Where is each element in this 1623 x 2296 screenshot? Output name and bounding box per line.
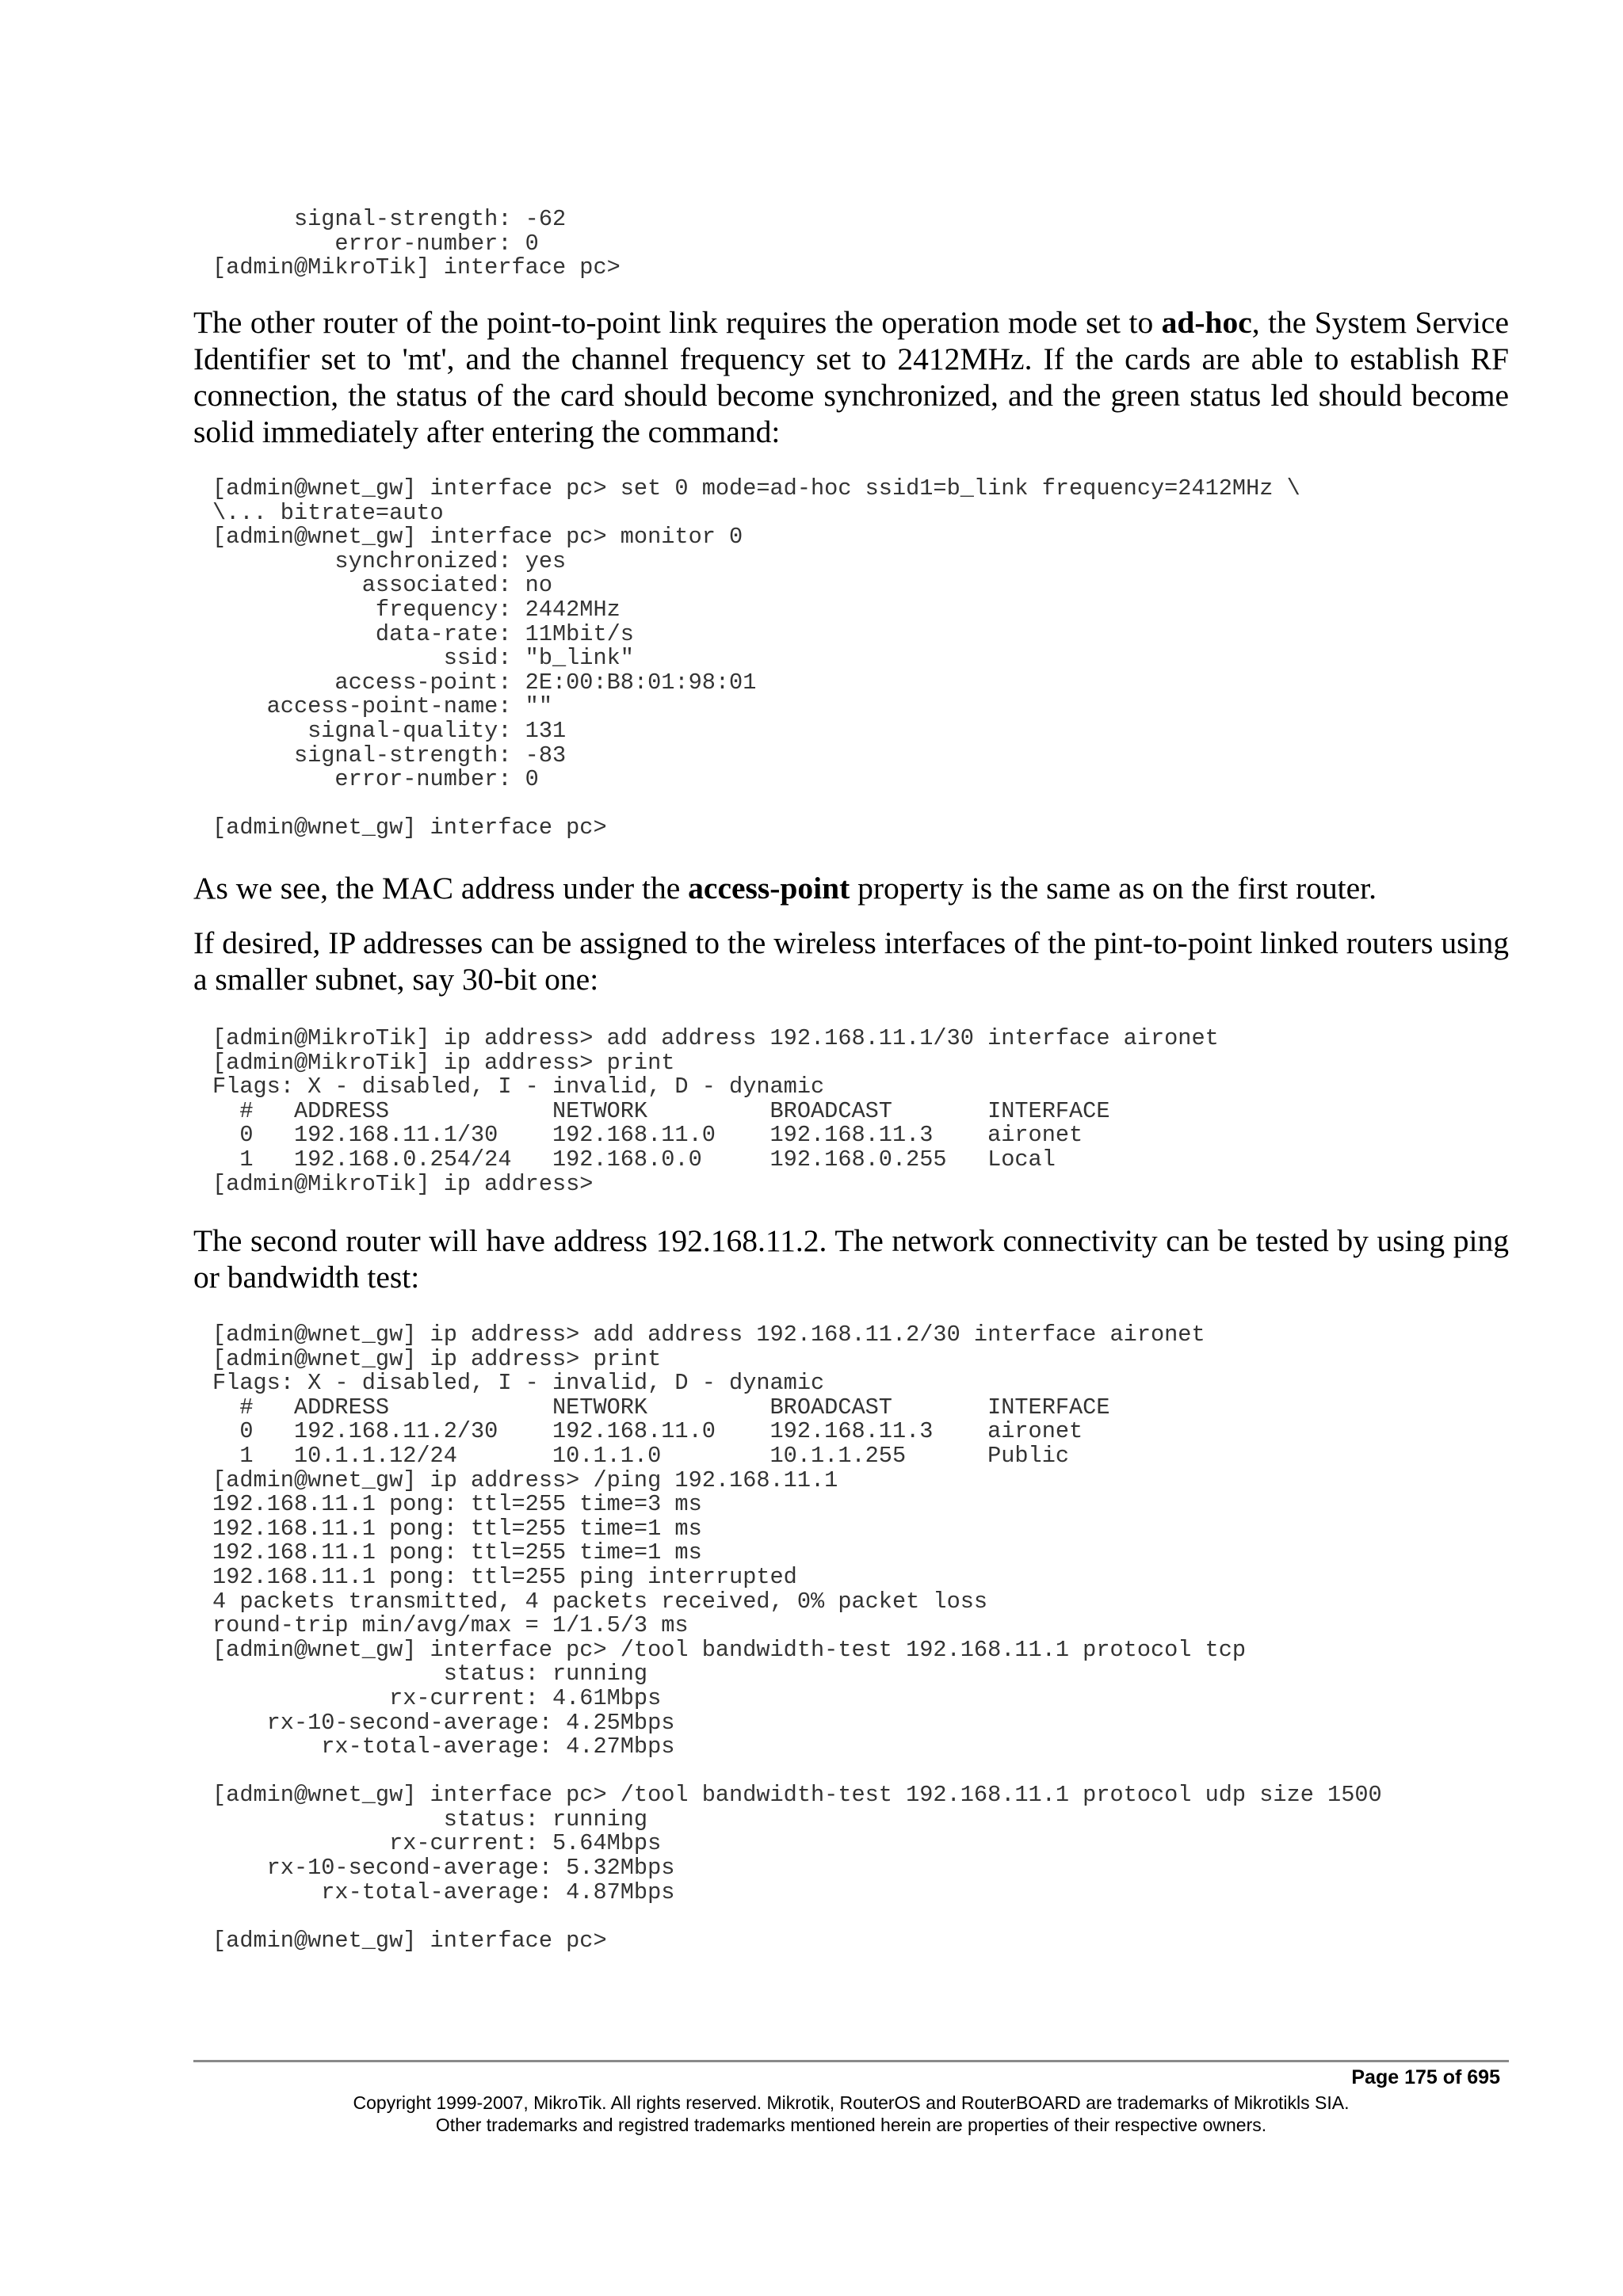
paragraph-second-router: The second router will have address 192.168.11.2. The network connectivity can be tested by using ping or bandwidth test:: [193, 1223, 1509, 1295]
paragraph-mac-address: [193, 870, 1509, 906]
paragraph-adhoc-setup: [193, 304, 1509, 450]
bold-term-access-point: access-point: [688, 871, 850, 906]
paragraph-text: The other router of the point-to-point link requires the operation mode set to: [193, 305, 1162, 340]
page-number: Page 175 of 695: [1351, 2066, 1500, 2088]
paragraph-text: property is the same as on the first router.: [850, 871, 1377, 906]
trademark-line: Other trademarks and registred trademarks mentioned herein are properties of their respective owners.: [435, 2115, 1267, 2135]
bold-term-adhoc: ad-hoc: [1161, 305, 1252, 340]
code-block-ping-bandwidth-test: [admin@wnet_gw] ip address> add address 192.168.11.2/30 interface aironet [admin@wnet_gw] ip address> print Flags: X - disabled, I - invalid, D - dynamic # ADDRESS NETWORK BROADCAST INTERFACE 0 192.168.11.2/30 192.168.11.0 192.168.11.3 aironet 1 10.1.1.12/24 10.1.1.0 10.1.1.255 Public [admin@wnet_gw] ip address> /ping 192.168.11.1 192.168.11.1 pong: ttl=255 time=3 ms 192.168.11.1 pong: ttl=255 time=1 ms 192.168.11.1 pong: ttl=255 time=1 ms 192.168.11.1 pong: ttl=255 ping interrupted 4 packets transmitted, 4 packets received, 0% packet loss round-trip min/avg/max = 1/1.5/3 ms [admin@wnet_gw] interface pc> /tool bandwidth-test 192.168.11.1 protocol tcp status: running rx-current: 4.61Mbps rx-10-second-average: 4.25Mbps rx-total-average: 4.27Mbps [admin@wnet_gw] interface pc> /tool bandwidth-test 192.168.11.1 protocol udp size 1500 status: running rx-current: 5.64Mbps rx-10-second-average: 5.32Mbps rx-total-average: 4.87Mbps [admin@wnet_gw] interface pc>: [212, 1322, 1382, 1954]
paragraph-text: , the System Service Identifier set to 'mt', and the channel frequency set to 2412MHz. If the cards are able to establish RF connection, the status of the card should become synchronized, and the green status led should become solid immediately after entering the command:: [193, 305, 1509, 449]
footer-divider: [193, 2060, 1509, 2062]
paragraph-text: As we see, the MAC address under the: [193, 871, 689, 906]
code-block-monitor-output: signal-strength: -62 error-number: 0 [admin@MikroTik] interface pc>: [212, 206, 621, 281]
code-block-adhoc-monitor: [admin@wnet_gw] interface pc> set 0 mode=ad-hoc ssid1=b_link frequency=2412MHz \ \... bitrate=auto [admin@wnet_gw] interface pc> monitor 0 synchronized: yes associated: no frequency: 2442MHz data-rate: 11Mbit/s ssid: "b_link" access-point: 2E:00:B8:01:98:01 access-point-name: "" signal-quality: 131 signal-strength: -83 error-number: 0 [admin@wnet_gw] interface pc>: [212, 475, 1300, 841]
code-block-ip-address-first-router: [admin@MikroTik] ip address> add address 192.168.11.1/30 interface aironet [admin@MikroTik] ip address> print Flags: X - disabled, I - invalid, D - dynamic # ADDRESS NETWORK BROADCAST INTERFACE 0 192.168.11.1/30 192.168.11.0 192.168.11.3 aironet 1 192.168.0.254/24 192.168.0.0 192.168.0.255 Local [admin@MikroTik] ip address>: [212, 1025, 1219, 1197]
paragraph-ip-addresses: If desired, IP addresses can be assigned to the wireless interfaces of the pint-to-point linked routers using a smaller subnet, say 30-bit one:: [193, 925, 1509, 997]
copyright-line: Copyright 1999-2007, MikroTik. All rights reserved. Mikrotik, RouterOS and RouterBOARD are trademarks of Mikrotikls SIA.: [353, 2092, 1350, 2113]
